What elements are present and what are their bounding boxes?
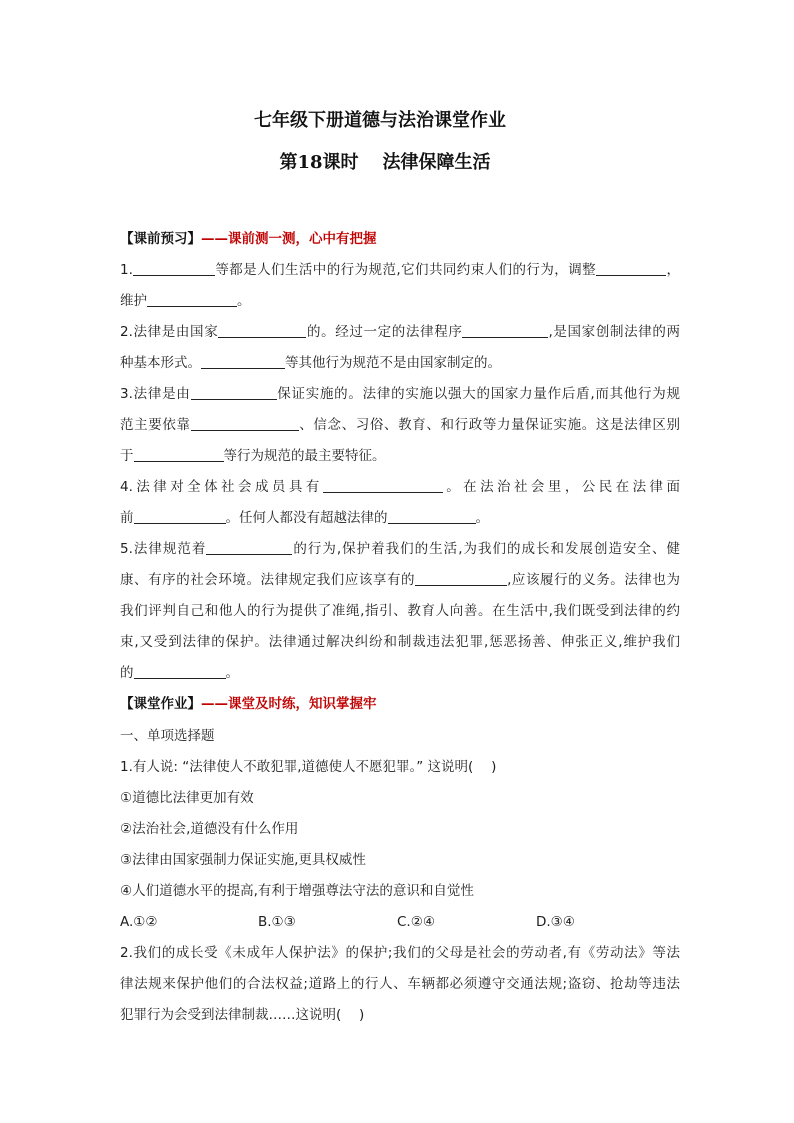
- fill-blank[interactable]: [323, 478, 443, 493]
- mc2-line-3: 犯罪行为会受到法律制裁……这说明( ): [120, 1007, 365, 1023]
- section-label: 【课堂作业】: [120, 696, 201, 712]
- section-tagline: ——课堂及时练，知识掌握牢: [201, 696, 377, 712]
- q3-line-2: 范主要依靠 、信念、习俗、教育、和行政等力量保证实施。这是法律区别: [120, 417, 680, 433]
- fill-blank[interactable]: [201, 354, 285, 369]
- fill-blank[interactable]: [134, 447, 224, 462]
- fill-blank[interactable]: [218, 323, 306, 338]
- fill-blank[interactable]: [191, 385, 277, 400]
- q5-line-5: 的 。: [120, 665, 239, 681]
- q2-line-2: 种基本形式。 等其他行为规范不是由国家制定的。: [120, 355, 501, 371]
- q5-line-3: 我们评判自己和他人的行为提供了准绳,指引、教育人向善。在生活中,我们既受到法律的约: [120, 603, 680, 619]
- mc1-statement-3: ③法律由国家强制力保证实施,更具权威性: [120, 852, 366, 868]
- fill-blank[interactable]: [462, 323, 548, 338]
- q5-line-4: 束,又受到法律的保护。法律通过解决纠纷和制裁违法犯罪,惩恶扬善、伸张正义,维护我们: [120, 634, 680, 650]
- choice-c[interactable]: C.②④: [397, 914, 435, 930]
- section-heading-preview: [120, 229, 680, 249]
- q3-line-3: 于 等行为规范的最主要特征。: [120, 448, 386, 464]
- section-label: 【课前预习】: [120, 231, 201, 247]
- subsection-heading: 一、单项选择题: [120, 728, 215, 744]
- mc2-line-1: 2.我们的成长受《未成年人保护法》的保护;我们的父母是社会的劳动者,有《劳动法》等法: [120, 945, 680, 961]
- choice-a[interactable]: A.①②: [120, 914, 158, 930]
- q1-line-1: 1. 等都是人们生活中的行为规范,它们共同约束人们的行为，调整 ，: [120, 262, 681, 278]
- q2-line-1: 2.法律是由国家 的。经过一定的法律程序 ,是国家创制法律的两: [120, 324, 681, 340]
- fill-blank[interactable]: [147, 292, 237, 307]
- lesson-title: [0, 148, 770, 174]
- fill-blank[interactable]: [134, 664, 226, 679]
- q5-line-1: 5.法律规范着 的行为,保护着我们的生活,为我们的成长和发展创造安全、健: [120, 541, 680, 557]
- mc1-stem: 1.有人说: “法律使人不敢犯罪,道德使人不愿犯罪。” 这说明( ): [120, 759, 497, 775]
- lesson-name: 法律保障生活: [382, 152, 491, 173]
- choice-d[interactable]: D.③④: [536, 914, 575, 930]
- fill-blank[interactable]: [596, 261, 666, 276]
- lesson-number: 第18课时: [279, 152, 359, 173]
- q5-line-2: 康、有序的社会环境。法律规定我们应该享有的 ,应该履行的义务。法律也为: [120, 572, 681, 588]
- fill-blank[interactable]: [388, 509, 476, 524]
- choice-b[interactable]: B.①③: [258, 914, 296, 930]
- q4-line-1: 4.法律对全体社会成员具有 。在法治社会里，公民在法律面: [120, 479, 681, 495]
- mc1-statement-1: ①道德比法律更加有效: [120, 790, 254, 806]
- fill-blank[interactable]: [415, 571, 507, 586]
- fill-blank[interactable]: [191, 416, 299, 431]
- q4-line-2: 前 。任何人都没有超越法律的 。: [120, 510, 489, 526]
- fill-blank[interactable]: [134, 509, 226, 524]
- mc2-line-2: 律法规来保护他们的合法权益;道路上的行人、车辆都必须遵守交通法规;盗窃、抢劫等违法: [120, 976, 680, 992]
- mc1-statement-2: ②法治社会,道德没有什么作用: [120, 821, 299, 837]
- q3-line-1: 3.法律是由 保证实施的。法律的实施以强大的国家力量作后盾,而其他行为规: [120, 386, 680, 402]
- section-tagline: ——课前测一测，心中有把握: [201, 231, 377, 247]
- mc1-statement-4: ④人们道德水平的提高,有利于增强尊法守法的意识和自觉性: [120, 883, 474, 899]
- document-title: 七年级下册道德与法治课堂作业: [254, 110, 506, 131]
- fill-blank[interactable]: [206, 540, 292, 555]
- q1-line-2: 维护 。: [120, 293, 251, 309]
- fill-blank[interactable]: [133, 261, 215, 276]
- section-heading-classwork: [120, 694, 680, 714]
